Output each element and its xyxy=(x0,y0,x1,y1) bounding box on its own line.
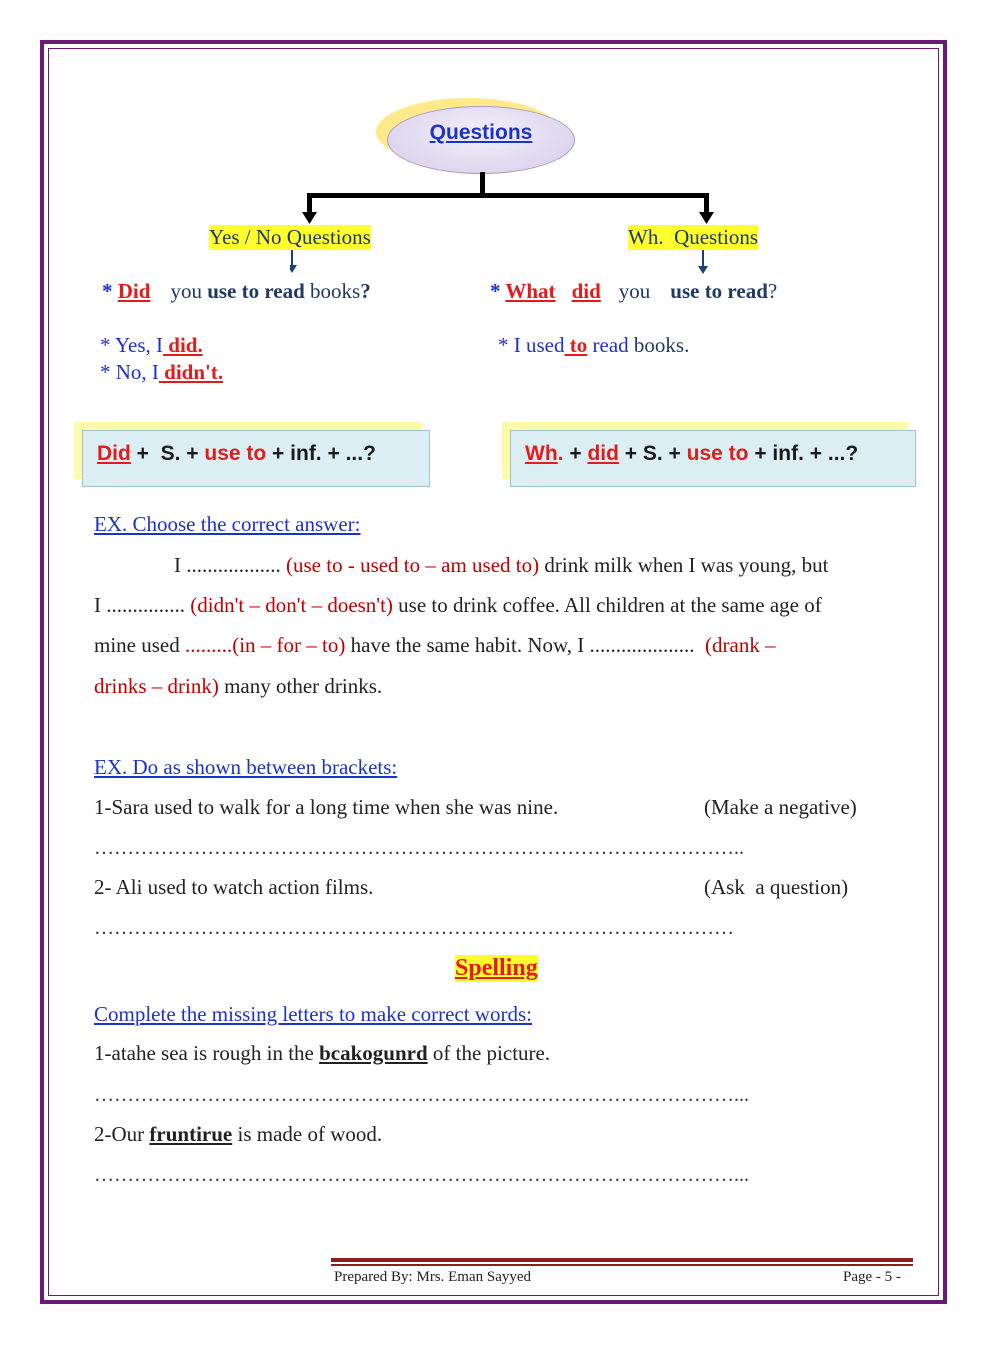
did-word: did xyxy=(571,279,601,303)
exercise2-item1: 1-Sara used to walk for a long time when she was nine. xyxy=(94,795,559,819)
yes-prefix: * Yes, I xyxy=(100,333,164,357)
choices: (drank – xyxy=(694,633,776,657)
exercise2-item2: 2- Ali used to watch action films. xyxy=(94,875,374,899)
blank: I .................. xyxy=(174,553,281,577)
no-prefix: * No, I xyxy=(100,360,159,384)
formula-part: + S. + xyxy=(618,442,687,465)
yes-no-questions-label: Yes / No Questions xyxy=(209,225,371,249)
no-answer xyxy=(100,360,223,385)
you-word: you xyxy=(170,279,202,303)
formula-part: + inf. + ...? xyxy=(748,442,859,465)
use-to-read-phrase: use to read xyxy=(207,279,305,303)
use-to-read-phrase: use to read xyxy=(670,279,768,303)
formula-part: + inf. + ...? xyxy=(266,442,376,465)
formula-wh: Wh xyxy=(525,442,558,465)
to-word: to xyxy=(564,333,588,357)
yes-answer xyxy=(100,333,203,358)
formula-part: + xyxy=(563,442,588,465)
bullet: * xyxy=(490,279,506,303)
sentence-text: 2-Our xyxy=(94,1122,150,1146)
sentence-text: is made of wood. xyxy=(232,1122,383,1146)
choices: (use to - used to – am used to) xyxy=(280,553,540,577)
yes-did: did. xyxy=(163,333,203,357)
footer-rule-thin xyxy=(331,1264,913,1266)
books-word: books xyxy=(310,279,361,303)
exercise2-heading: EX. Do as shown between brackets: xyxy=(94,755,398,779)
wh-questions-label: Wh. Questions xyxy=(628,225,759,249)
spelling-instruction: Complete the missing letters to make correct words: xyxy=(94,1002,532,1026)
sentence-text: many other drinks. xyxy=(218,674,383,698)
scrambled-word: fruntirue xyxy=(149,1122,233,1146)
wh-question-example xyxy=(490,279,777,304)
exercise1-line2 xyxy=(94,593,822,618)
no-didnt: didn't. xyxy=(158,360,224,384)
exercise1-line4 xyxy=(94,674,382,699)
formula-use-to: use to xyxy=(204,442,267,465)
sentence-text: have the same habit. Now, I .................... xyxy=(345,633,695,657)
footer-page-number: Page - 5 - xyxy=(843,1269,901,1285)
sentence-text: of the picture. xyxy=(427,1041,551,1065)
choices: .........(in – for – to) xyxy=(179,633,346,657)
answer-prefix: * I used xyxy=(498,333,565,357)
spelling-item1 xyxy=(94,1041,550,1066)
sentence-text: drink milk when I was young, but xyxy=(539,553,829,577)
yes-no-formula-box xyxy=(82,430,430,487)
answer-line: …………………………………………………………………………………….. xyxy=(94,837,744,859)
sentence-text: mine used xyxy=(94,633,180,657)
exercise1-line1 xyxy=(174,553,828,578)
what-word: What xyxy=(505,279,556,303)
page-title: Questions xyxy=(429,121,533,144)
wh-answer xyxy=(498,333,689,358)
did-word: Did xyxy=(117,279,151,303)
sentence-text: use to drink coffee. All children at the same age of xyxy=(392,593,822,617)
yes-no-question-example xyxy=(102,279,371,304)
books-word: books. xyxy=(628,333,690,357)
answer-line: ……………………………………………………………………………………... xyxy=(94,1164,749,1186)
exercise1-heading: EX. Choose the correct answer: xyxy=(94,512,361,536)
footer-rule xyxy=(331,1258,913,1262)
question-mark: ? xyxy=(767,279,778,303)
spelling-item2 xyxy=(94,1122,382,1147)
spelling-title: Spelling xyxy=(455,955,538,981)
answer-line: …………………………………………………………………………………… xyxy=(94,917,734,939)
answer-line: ……………………………………………………………………………………... xyxy=(94,1084,749,1106)
formula-did: did xyxy=(587,442,619,465)
formula-dot: . xyxy=(557,442,564,465)
formula-did: Did xyxy=(97,442,131,465)
read-word: read xyxy=(587,333,629,357)
footer-prepared-by: Prepared By: Mrs. Eman Sayyed xyxy=(334,1269,532,1285)
sentence-text: 1-atahe sea is rough in the xyxy=(94,1041,320,1065)
exercise2-item1-instruction: (Make a negative) xyxy=(704,795,857,819)
formula-use-to: use to xyxy=(686,442,749,465)
exercise2-item2-instruction: (Ask a question) xyxy=(704,875,849,899)
formula-part: + S. + xyxy=(130,442,205,465)
wh-formula-box xyxy=(510,430,916,487)
exercise1-line3 xyxy=(94,633,776,658)
scrambled-word: bcakogunrd xyxy=(319,1041,428,1065)
bullet: * xyxy=(102,279,118,303)
you-word: you xyxy=(618,279,651,303)
blank: I ............... xyxy=(94,593,185,617)
question-mark: ? xyxy=(360,279,371,303)
choices: (didn't – don't – doesn't) xyxy=(185,593,393,617)
choices: drinks – drink) xyxy=(94,674,219,698)
